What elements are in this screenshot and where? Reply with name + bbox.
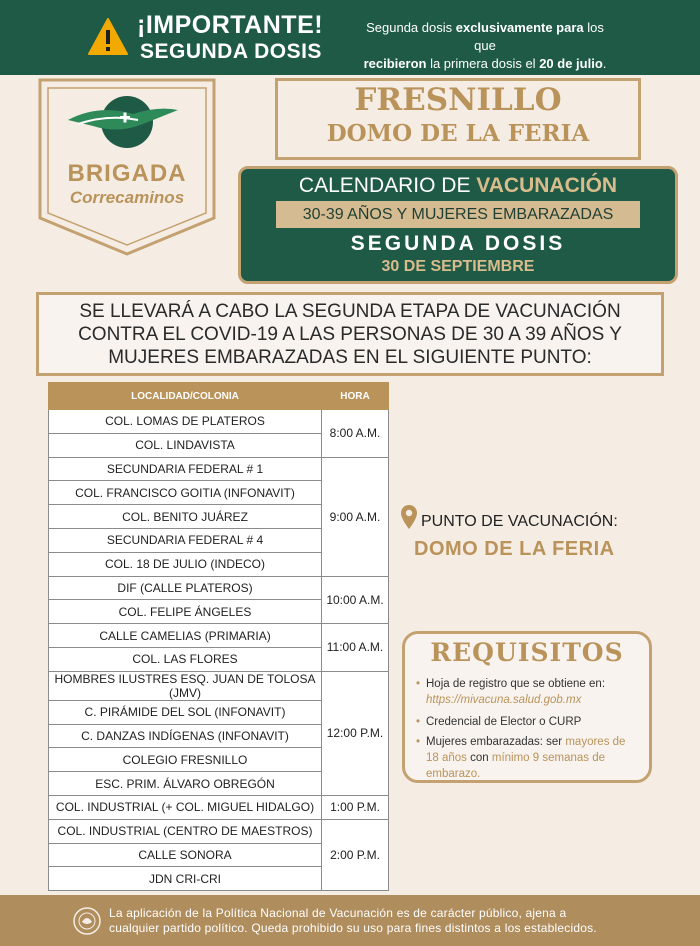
bird-logo-icon bbox=[38, 84, 216, 164]
brand-line2: Correcaminos bbox=[69, 188, 185, 207]
schedule-table bbox=[48, 382, 389, 891]
table-row bbox=[49, 671, 389, 700]
note-part: los que bbox=[474, 20, 604, 53]
requisito-text: Mujeres embarazadas: ser bbox=[426, 736, 566, 748]
hour-cell: 11:00 A.M. bbox=[322, 624, 389, 672]
requisito-item: • Credencial de Elector o CURP bbox=[426, 714, 641, 730]
seal-icon bbox=[72, 906, 102, 936]
note-part: la primera dosis el bbox=[426, 56, 540, 71]
footer-line: La aplicación de la Política Nacional de Vacunación es de carácter público, ajena a bbox=[109, 906, 567, 920]
place-cell: COL. FELIPE ÁNGELES bbox=[49, 600, 322, 624]
hour-cell: 8:00 A.M. bbox=[322, 410, 389, 458]
table-row bbox=[49, 410, 389, 434]
table-header-row bbox=[49, 383, 389, 410]
place-cell: COL. INDUSTRIAL (CENTRO DE MAESTROS) bbox=[49, 819, 322, 843]
header-locality: LOCALIDAD/COLONIA bbox=[49, 383, 322, 410]
hour-cell: 2:00 P.M. bbox=[322, 819, 389, 890]
header-hour: HORA bbox=[322, 383, 389, 410]
place-cell: COL. FRANCISCO GOITIA (INFONAVIT) bbox=[49, 481, 322, 505]
place-cell: COL. 18 DE JULIO (INDECO) bbox=[49, 552, 322, 576]
calendar-date: 30 DE SEPTIEMBRE bbox=[381, 258, 535, 275]
calendar-title-plain: CALENDARIO DE bbox=[298, 174, 477, 197]
requisito-highlight: mínimo 9 semanas de embarazo. bbox=[426, 752, 606, 780]
announcement-line: CONTRA EL COVID-19 A LAS PERSONAS DE 30 A 39 AÑOS Y bbox=[78, 324, 622, 345]
requisito-item bbox=[426, 734, 641, 782]
place-cell: HOMBRES ILUSTRES ESQ. JUAN DE TOLOSA (JMV) bbox=[49, 671, 322, 700]
place-cell: COL. BENITO JUÁREZ bbox=[49, 505, 322, 529]
punto-label: PUNTO DE VACUNACIÓN: bbox=[421, 513, 618, 530]
place-cell: CALLE SONORA bbox=[49, 843, 322, 867]
venue-title: DOMO DE LA FERIA bbox=[326, 120, 590, 147]
place-cell: COLEGIO FRESNILLO bbox=[49, 748, 322, 772]
place-cell: C. PIRÁMIDE DEL SOL (INFONAVIT) bbox=[49, 700, 322, 724]
hour-cell: 12:00 P.M. bbox=[322, 671, 389, 795]
place-cell: JDN CRI-CRI bbox=[49, 867, 322, 891]
location-pin-icon bbox=[400, 504, 418, 530]
requisito-item bbox=[426, 676, 641, 708]
announcement-line: MUJERES EMBARAZADAS EN EL SIGUIENTE PUNTO: bbox=[108, 347, 592, 368]
table-row bbox=[49, 819, 389, 843]
footer-text bbox=[109, 906, 669, 936]
note-date: 20 de julio bbox=[539, 56, 603, 71]
place-cell: COL. LAS FLORES bbox=[49, 647, 322, 671]
warning-icon bbox=[88, 17, 128, 57]
place-cell: SECUNDARIA FEDERAL # 1 bbox=[49, 457, 322, 481]
hour-cell: 10:00 A.M. bbox=[322, 576, 389, 624]
registration-link[interactable]: https://mivacuna.salud.gob.mx bbox=[426, 694, 582, 706]
hour-cell: 1:00 P.M. bbox=[322, 795, 389, 819]
table-row bbox=[49, 457, 389, 481]
note-part: . bbox=[602, 56, 607, 71]
important-title: ¡IMPORTANTE! bbox=[137, 11, 324, 39]
note-part: Segunda dosis bbox=[366, 20, 456, 35]
place-cell: COL. LINDAVISTA bbox=[49, 433, 322, 457]
important-subtitle: SEGUNDA DOSIS bbox=[140, 40, 322, 63]
requisitos-title: REQUISITOS bbox=[430, 638, 624, 667]
calendar-group-band: 30-39 AÑOS Y MUJERES EMBARAZADAS bbox=[276, 201, 640, 228]
note-emphasis: exclusivamente para bbox=[455, 20, 584, 35]
requisito-text: con bbox=[466, 752, 492, 764]
table-row bbox=[49, 624, 389, 648]
footer-line: cualquier partido político. Queda prohibido su uso para fines distintos a los establecidos. bbox=[109, 921, 597, 935]
punto-place: DOMO DE LA FERIA bbox=[414, 538, 615, 560]
place-cell: SECUNDARIA FEDERAL # 4 bbox=[49, 528, 322, 552]
place-cell: DIF (CALLE PLATEROS) bbox=[49, 576, 322, 600]
requisito-text: Hoja de registro que se obtiene en: bbox=[426, 678, 606, 690]
announcement-line: SE LLEVARÁ A CABO LA SEGUNDA ETAPA DE VACUNACIÓN bbox=[79, 301, 621, 322]
place-cell: COL. INDUSTRIAL (+ COL. MIGUEL HIDALGO) bbox=[49, 795, 322, 819]
place-cell: ESC. PRIM. ÁLVARO OBREGÓN bbox=[49, 772, 322, 796]
calendar-dose: SEGUNDA DOSIS bbox=[350, 232, 566, 255]
brand-line1: BRIGADA bbox=[67, 160, 187, 187]
note-emphasis: recibieron bbox=[363, 56, 427, 71]
place-cell: C. DANZAS INDÍGENAS (INFONAVIT) bbox=[49, 724, 322, 748]
city-title: FRESNILLO bbox=[354, 82, 562, 118]
calendar-title-highlight: VACUNACIÓN bbox=[476, 174, 618, 197]
place-cell: CALLE CAMELIAS (PRIMARIA) bbox=[49, 624, 322, 648]
hour-cell: 9:00 A.M. bbox=[322, 457, 389, 576]
requisito-highlight: mayores de 18 años bbox=[426, 736, 626, 764]
table-row bbox=[49, 576, 389, 600]
place-cell: COL. LOMAS DE PLATEROS bbox=[49, 410, 322, 434]
calendar-title bbox=[238, 174, 678, 198]
table-row bbox=[49, 795, 389, 819]
banner-note bbox=[355, 19, 615, 73]
